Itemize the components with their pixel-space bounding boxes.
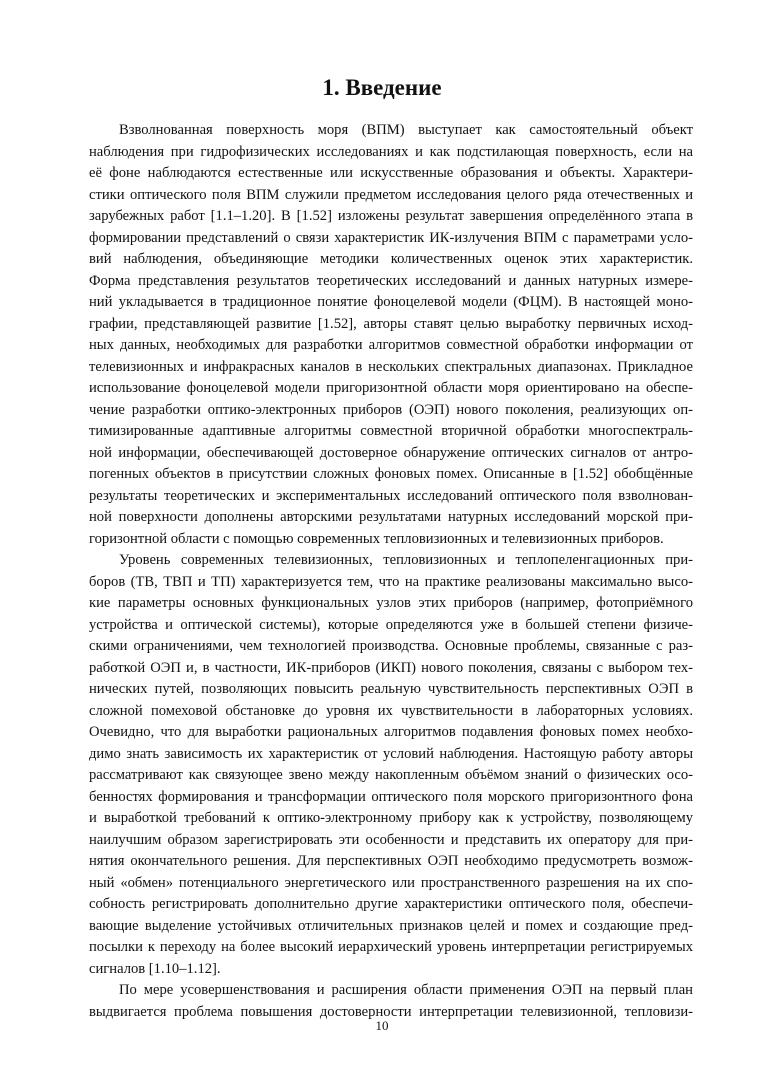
text-line: телевизионных и инфракрасных каналов в нескольких спектральных диапазонах. Прикладное xyxy=(89,358,693,375)
text-line: чение разработки оптико-электронных приборов (ОЭП) нового поколения, реализующих оп- xyxy=(89,401,693,418)
text-line: ной информации, обеспечивающей достоверное обнаружение оптических сигналов от антро- xyxy=(89,444,693,461)
body-text xyxy=(89,120,693,1023)
text-line: работкой ОЭП и, в частности, ИК-приборов (ИКП) нового поколения, связаны с выбором тех- xyxy=(89,659,693,676)
text-line: ной поверхности дополнены авторскими результатами натурных исследований морской при- xyxy=(89,509,693,525)
text-line: тимизированные адаптивные алгоритмы совместной вторичной обработки многоспектраль- xyxy=(89,423,693,439)
text-line: ний укладывается в традиционное понятие фоноцелевой модели (ФЦМ). В настоящей моно- xyxy=(89,294,693,310)
text-line: кие параметры основных функциональных узлов этих приборов (например, фотоприёмного xyxy=(89,595,693,611)
text-line: По мере усовершенствования и расширения области применения ОЭП на первый план xyxy=(119,982,693,998)
text-line: димо знать зависимость их характеристик от условий наблюдения. Настоящую работу авторы xyxy=(89,745,693,762)
text-line: скими ограничениями, чем технологией производства. Основные проблемы, связанные с раз- xyxy=(89,638,693,654)
paragraph-2 xyxy=(89,550,693,980)
text-line: горизонтной области с помощью современных тепловизионных и телевизионных приборов. xyxy=(89,530,664,547)
text-line: графии, представляющей развитие [1.52], авторы ставят целью выработку первичных исход- xyxy=(89,315,693,332)
text-line: Очевидно, что для выработки рациональных алгоритмов подавления фоновых помех необхо- xyxy=(89,724,693,740)
text-line: нятия окончательного решения. Для перспективных ОЭП необходимо предусмотреть возмож- xyxy=(89,853,693,869)
text-line: Взволнованная поверхность моря (ВПМ) выступает как самостоятельный объект xyxy=(119,122,693,138)
text-line: формировании представлений о связи характеристик ИК-излучения ВПМ с параметрами усло- xyxy=(89,229,693,246)
text-line: нических путей, позволяющих повысить реальную чувствительность перспективных ОЭП в xyxy=(89,681,693,697)
text-line: вающие выделение устойчивых отличительных признаков целей и помех и создающие пред- xyxy=(89,917,693,934)
text-line: ных данных, необходимых для разработки алгоритмов совместной обработки информации от xyxy=(89,337,693,353)
paragraph-1 xyxy=(89,120,693,550)
text-line: результаты теоретических и экспериментальных исследований оптического поля взволнован- xyxy=(89,487,693,504)
text-line: погенных объектов в присутствии сложных фоновых помех. Описанные в [1.52] обобщённые xyxy=(89,466,693,482)
text-line: посылки к переходу на более высокий иерархический уровень интерпретации регистрируемых xyxy=(89,939,693,955)
text-line: устройства и оптической системы), которые определяются уже в большей степени физиче- xyxy=(89,616,693,633)
paragraph-3 xyxy=(89,980,693,1023)
text-line: выдвигается проблема повышения достоверности интерпретации телевизионной, тепловизи- xyxy=(89,1003,693,1020)
text-line: Уровень современных телевизионных, тепловизионных и теплопеленгационных при- xyxy=(119,552,693,568)
text-line: бенностях формирования и трансформации оптического поля морского пригоризонтного фона xyxy=(89,788,693,805)
text-line: стики оптического поля ВПМ служили предметом исследования целого ряда отечественных и xyxy=(89,186,693,203)
text-line: сложной помеховой обстановке до уровня их чувствительности в лабораторных условиях. xyxy=(89,702,693,719)
chapter-title: 1. Введение xyxy=(322,75,442,100)
text-line: зарубежных работ [1.1–1.20]. В [1.52] изложены результат завершения определённого этапа в xyxy=(89,208,693,224)
text-line: наблюдения при гидрофизических исследованиях и как подстилающая поверхность, если на xyxy=(89,143,693,160)
text-line: рассматривают как связующее звено между накопленным объёмом знаний о физических осо- xyxy=(89,767,693,783)
text-line: наилучшим образом зарегистрировать эти особенности и представить их оператору для при- xyxy=(89,831,693,848)
text-line: использование фоноцелевой модели пригоризонтной области моря ориентировано на обеспе- xyxy=(89,380,693,396)
text-line: ный «обмен» потенциального энергетического или пространственного разрешения на их спо- xyxy=(89,874,693,891)
page-number: 10 xyxy=(375,1018,389,1033)
text-line: боров (ТВ, ТВП и ТП) характеризуется тем, что на практике реализованы максимально высо- xyxy=(89,573,693,590)
text-line: собность регистрировать дополнительно другие характеристики оптического поля, обеспечи- xyxy=(89,896,693,912)
text-line: и выработкой требований к оптико-электронному прибору как к устройству, позволяющему xyxy=(89,810,693,826)
text-line: Форма представления результатов теоретических исследований и данных натурных измере- xyxy=(89,272,693,289)
text-line: вий наблюдения, объединяющие методики количественных оценок этих характеристик. xyxy=(89,251,693,267)
text-line: её фоне наблюдаются естественные или искусственные образования и объекты. Характери- xyxy=(89,165,693,181)
text-line: сигналов [1.10–1.12]. xyxy=(89,960,221,977)
